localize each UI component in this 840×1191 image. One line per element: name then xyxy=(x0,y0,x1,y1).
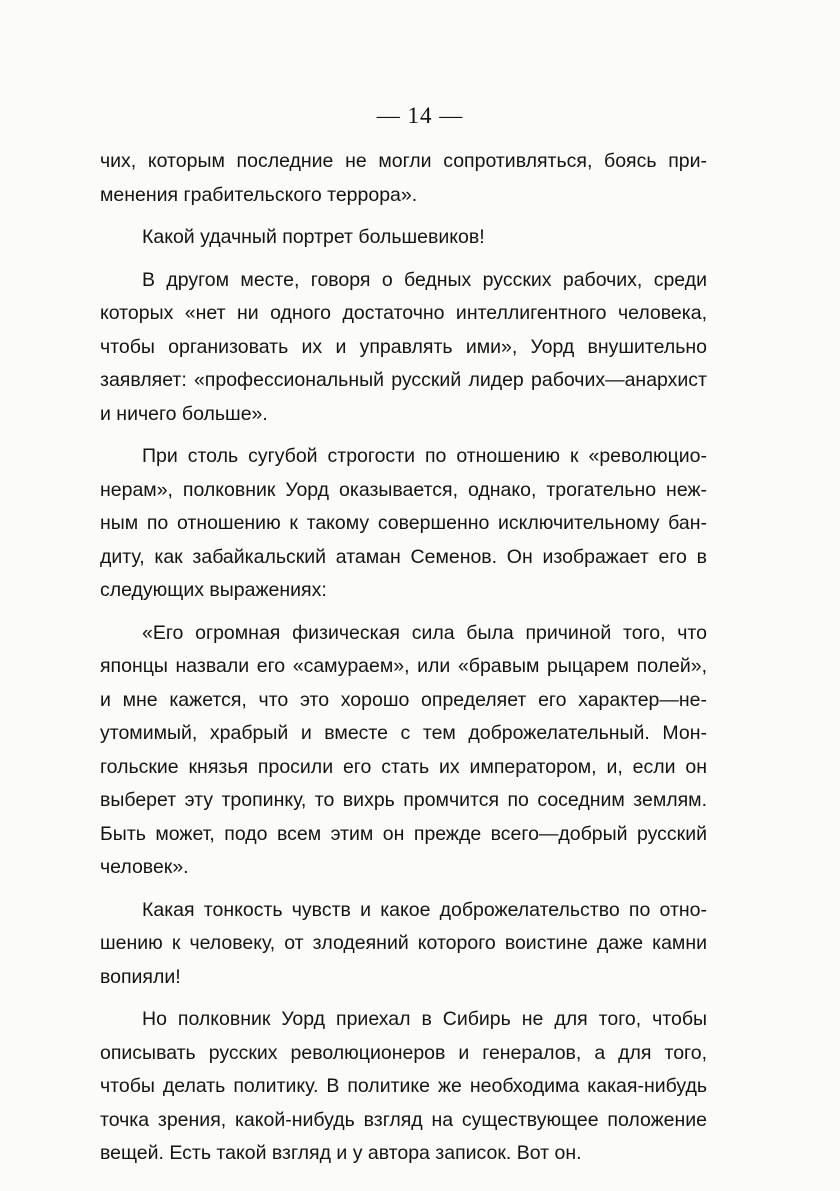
paragraph-7: Но полковник Уорд приехал в Сибирь не для того, чтобы описывать русских революционеров и генералов, а для того, чтобы делать политику. В политике же необходима какая-нибудь точка зрения, какой-нибудь взгляд на существующее положение вещей. Есть такой взгляд и у автора записок. Вот он. xyxy=(100,1008,707,1164)
paragraph-6: Какая тонкость чувств и какое доброжелательство по отношению к человеку, от злодеяний которого воистине даже камни вопияли! xyxy=(100,898,707,988)
body-text xyxy=(100,145,707,1180)
paragraph-1: чих, которым последние не могли сопротивляться, боясь применения грабительского террора». xyxy=(100,150,707,206)
page-number: — 14 — xyxy=(376,103,464,128)
paragraph-3: В другом месте, говоря о бедных русских рабочих, среди которых «нет ни одного достаточно интеллигентного человека, чтобы организовать их и управлять ими», Уорд внушительно заявляет: «профессиональный русский лидер рабочих—анархист и ничего больше». xyxy=(100,268,707,425)
paragraph-2: Какой удачный портрет большевиков! xyxy=(142,226,485,248)
paragraph-5-quote: «Его огромная физическая сила была причиной того, что японцы назвали его «самураем», или «бравым рыцарем полей», и мне кажется, что это хорошо определяет его характер—неутомимый, храбрый и вместе с тем доброжелательный. Монгольские князья просили его стать их императором, и, если он выберет эту тропинку, то вихрь промчится по соседним землям. Быть может, подо всем этим он прежде всего—добрый русский человек». xyxy=(100,621,707,878)
paragraph-4: При столь сугубой строгости по отношению к «революционерам», полковник Уорд оказывается, однако, трогательно нежным по отношению к такому совершенно исключительному бандиту, как забайкальский атаман Семенов. Он изображает его в следующих выражениях: xyxy=(100,445,707,601)
